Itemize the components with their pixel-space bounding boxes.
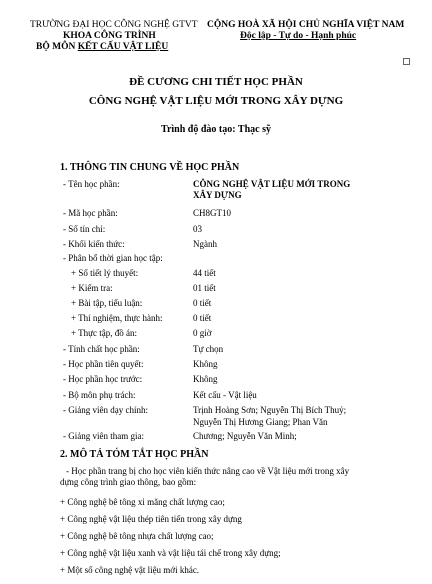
training-level: Trình độ đào tạo: Thạc sỹ [161,124,271,135]
label-prereq: - Học phần tiên quyết: [63,359,144,369]
bullet-item: + Công nghệ bê tông nhựa chất lượng cao; [60,531,214,541]
info-row-credits [0,223,432,235]
info-row-lecturer-cont [0,416,432,428]
country-motto: CỘNG HOÀ XÃ HỘI CHỦ NGHĨA VIỆT NAM [207,20,405,30]
info-row-code [0,207,432,219]
value-prereq: Không [193,359,218,369]
value-block: Ngành [193,239,217,249]
info-row-name-cont [0,189,432,201]
label-assistant: - Giảng viên tham gia: [63,431,144,441]
bullet-item: + Công nghệ bê tông xi măng chất lượng cao; [60,497,225,507]
department-underlined: KẾT CẤU VẬT LIỆU [77,42,169,52]
info-row-time [0,252,432,264]
section2-title: 2. MÔ TẢ TÓM TẮT HỌC PHẦN [60,449,209,460]
summary-line-1: - Học phần trang bị cho học viên kiến thức nâng cao về Vật liệu mới trong xây [66,466,350,476]
bullet-item: + Một số công nghệ vật liệu mới khác. [60,565,200,575]
value-credits: 03 [193,224,202,234]
course-title: CÔNG NGHỆ VẬT LIỆU MỚI TRONG XÂY DỰNG [88,95,344,107]
faculty-name: KHOA CÔNG TRÌNH [63,31,156,41]
value-course-name-2: XÂY DỰNG [193,190,242,200]
value-lecturer-1: Trịnh Hoàng Sơn; Nguyễn Thị Bích Thuỷ; [193,405,347,415]
value-dept: Kết cấu - Vật liệu [193,390,257,400]
info-row-project [0,327,432,339]
info-row-prereq [0,358,432,370]
value-theory: 44 tiết [193,268,216,278]
label-theory: + Số tiết lý thuyết: [71,268,139,278]
info-row-before [0,373,432,385]
label-exercise: + Bài tập, tiểu luận: [71,298,143,308]
label-credits: - Số tín chỉ: [63,224,106,234]
label-project: + Thực tập, đồ án: [71,328,138,338]
bullet-item: + Công nghệ vật liệu thép tiên tiến trong xây dựng [60,514,242,524]
label-code: - Mã học phần: [63,208,118,218]
label-dept: - Bộ môn phụ trách: [63,390,136,400]
value-lecturer-2: Nguyễn Thị Hương Giang; Phan Văn [193,417,328,427]
university-name: TRƯỜNG ĐẠI HỌC CÔNG NGHỆ GTVT [30,20,198,30]
info-row-lecturer [0,404,432,416]
department-prefix: BỘ MÔN [36,42,78,52]
value-exercise: 0 tiết [193,298,212,308]
bullet-item: + Công nghệ vật liệu xanh và vật liệu tái chế trong xây dựng; [60,548,281,558]
label-block: - Khối kiến thức: [63,239,125,249]
value-test: 01 tiết [193,283,216,293]
value-lab: 0 tiết [193,313,212,323]
info-row-block [0,238,432,250]
info-row-theory [0,267,432,279]
label-lab: + Thí nghiệm, thực hành: [71,313,163,323]
info-row-lab [0,312,432,324]
label-lecturer: - Giảng viên dạy chính: [63,405,148,415]
info-row-exercise [0,297,432,309]
doc-title: ĐỀ CƯƠNG CHI TIẾT HỌC PHẦN [129,76,303,88]
info-row-test [0,282,432,294]
value-before: Không [193,374,218,384]
value-nature: Tự chọn [193,344,224,354]
national-slogan: Độc lập - Tự do - Hạnh phúc [240,31,357,41]
summary-paragraph [60,466,390,488]
value-project: 0 giờ [193,328,212,338]
corner-marker [403,58,410,65]
info-row-dept [0,389,432,401]
label-test: + Kiểm tra: [71,283,113,293]
label-before: - Học phần học trước: [63,374,143,384]
department-name [36,42,168,53]
label-course-name: - Tên học phần: [63,179,120,189]
value-lecturer-3: Chương; Nguyễn Văn Minh; [193,431,297,441]
info-row-lecturer-cont2 [0,430,432,442]
label-time: - Phân bổ thời gian học tập: [63,253,163,263]
summary-line-2: dựng công trình giao thông, bao gồm: [60,477,197,487]
value-course-name-1: CÔNG NGHỆ VẬT LIỆU MỚI TRONG [193,179,351,189]
value-code: CH8GT10 [193,208,231,218]
section1-title: 1. THÔNG TIN CHUNG VỀ HỌC PHẦN [60,162,240,173]
info-row-nature [0,343,432,355]
label-nature: - Tính chất học phần: [63,344,140,354]
